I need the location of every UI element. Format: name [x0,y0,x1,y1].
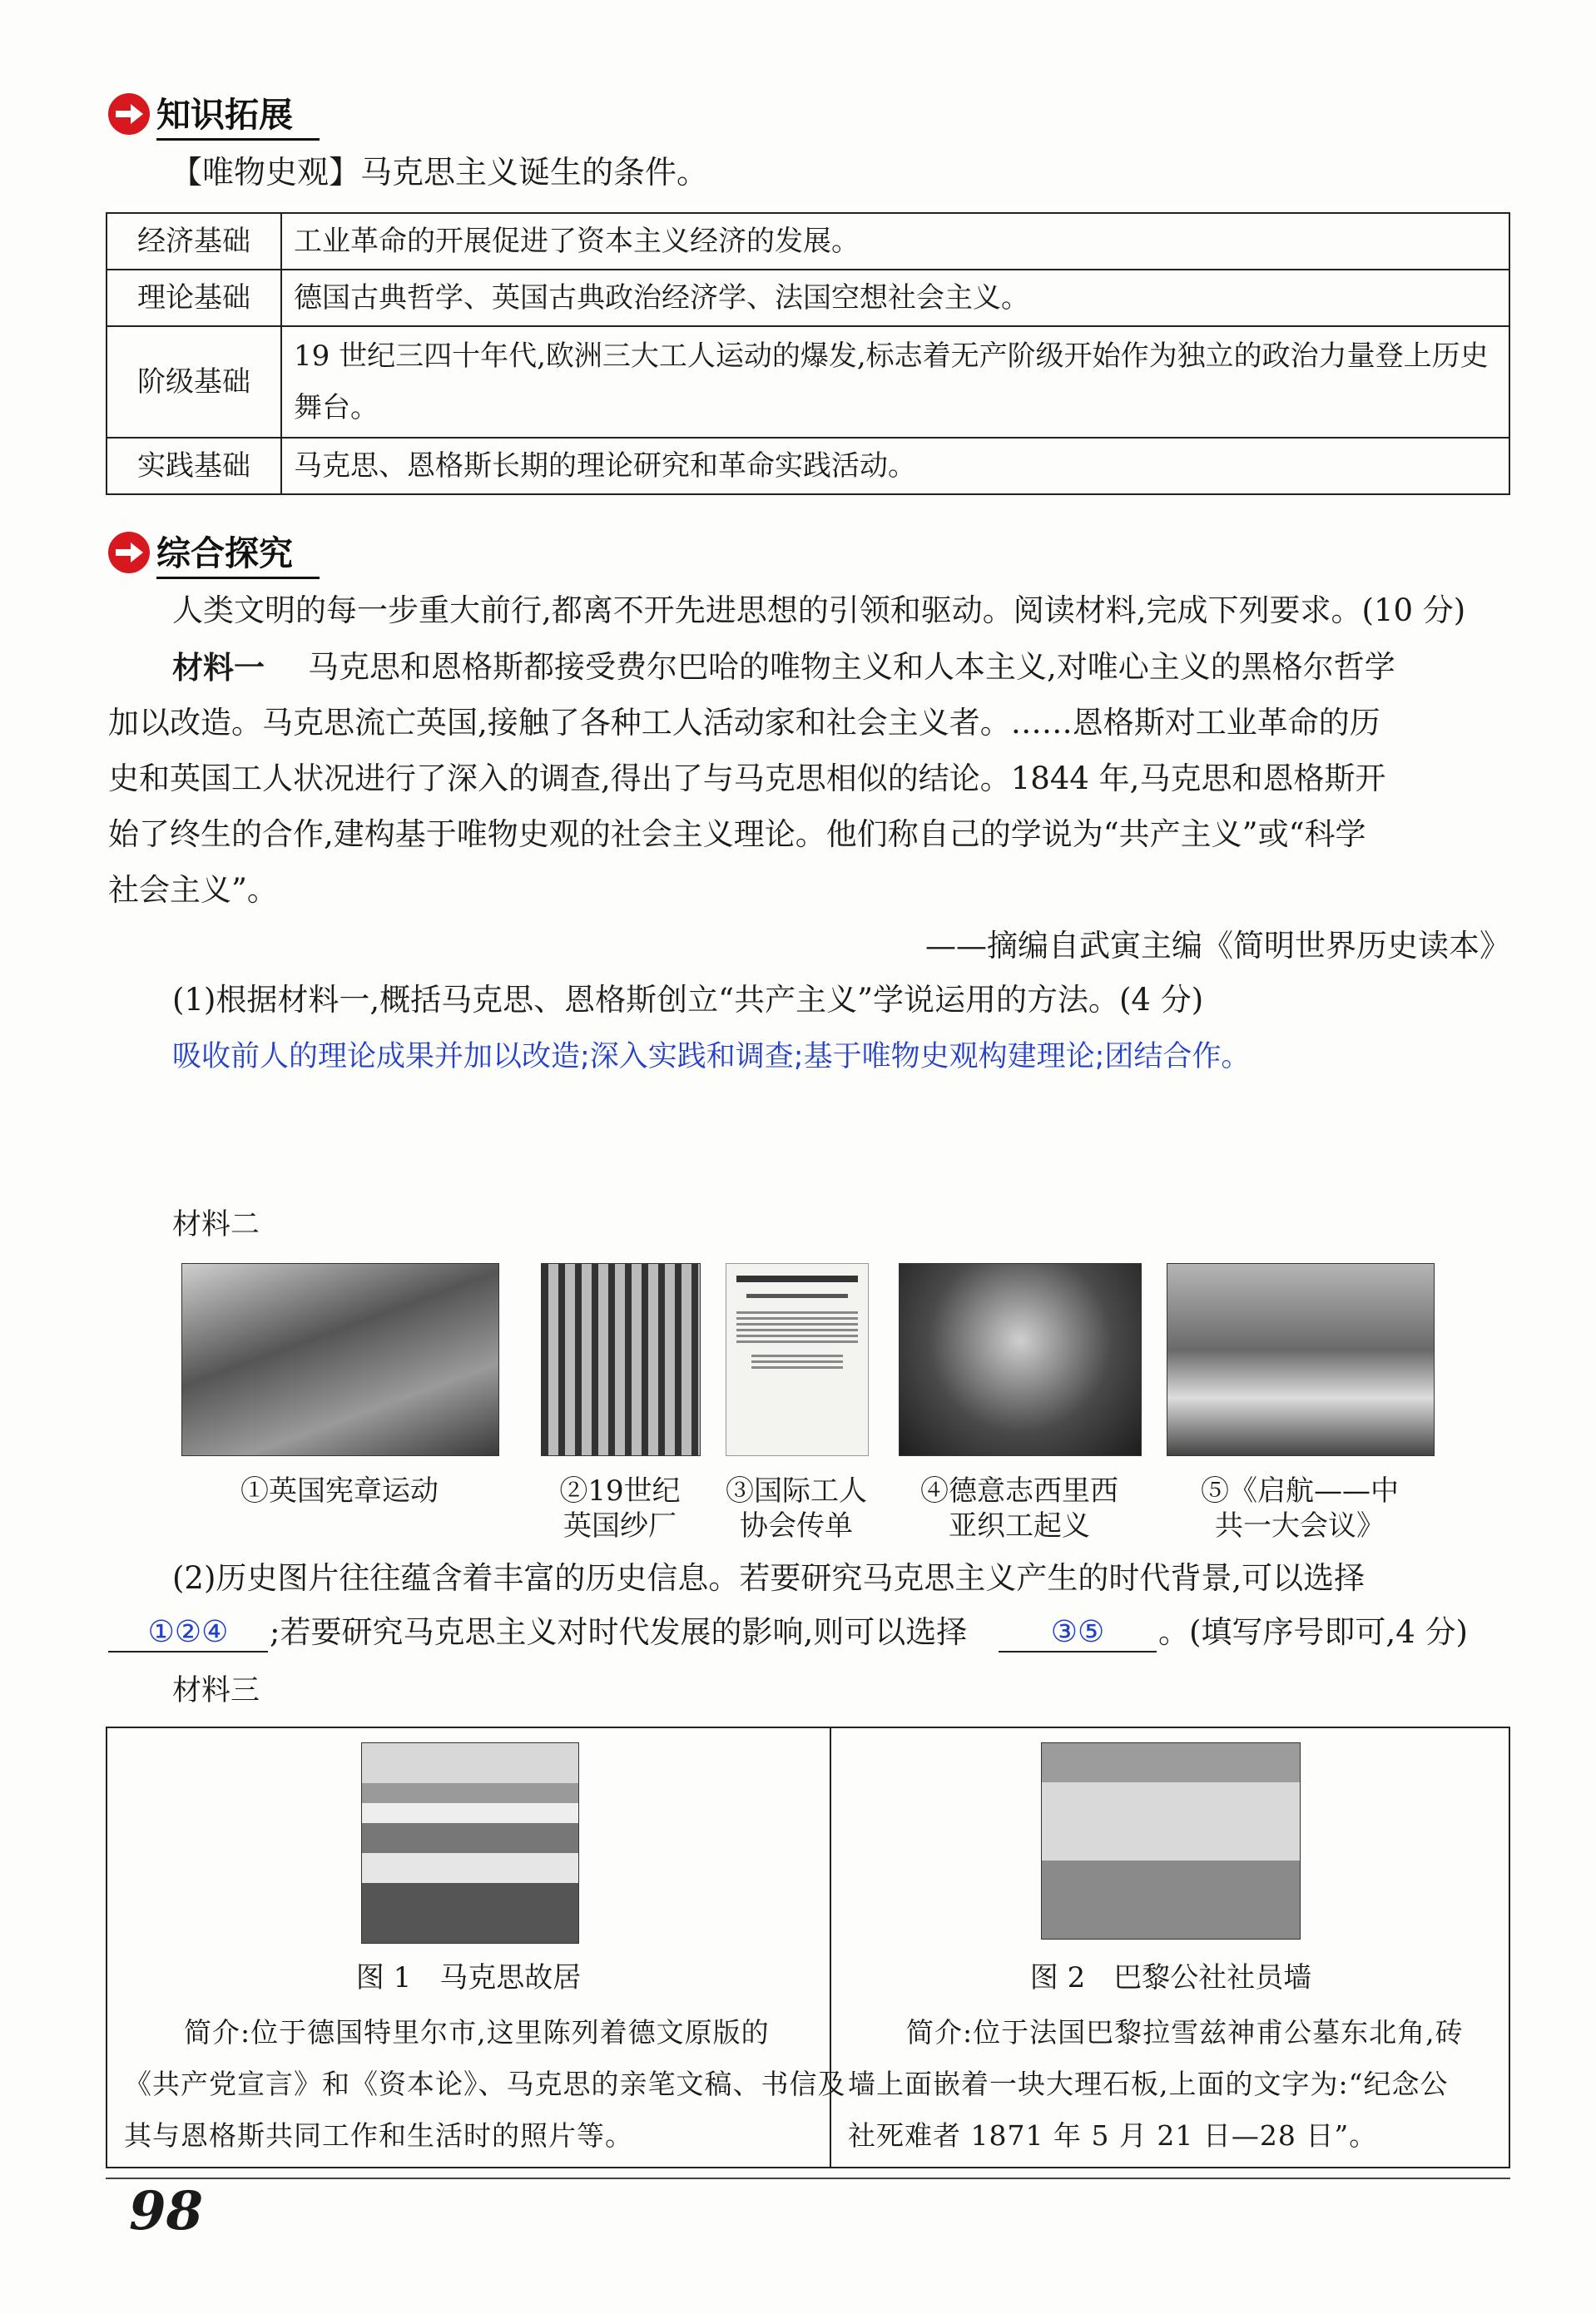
figure-2-desc-line: 简介:位于法国巴黎拉雪兹神甫公墓东北角,砖 [906,2016,1464,2049]
material-3-label: 材料三 [172,1674,260,1707]
footer-rule [106,2178,1510,2179]
row-key: 理论基础 [107,270,281,326]
knowledge-subtitle: 【唯物史观】马克思主义诞生的条件。 [171,154,709,191]
material-1-line: 始了终生的合作,建构基于唯物史观的社会主义理论。他们称自己的学说为“共产主义”或“科学 [108,816,1366,852]
answer-blank-2: ③⑤ [999,1614,1157,1653]
answer-blank-1: ①②④ [108,1614,268,1653]
figure-1-caption: 图 1 马克思故居 [355,1961,582,1994]
table-row [107,213,1509,270]
material-1-line: 马克思和恩格斯都接受费尔巴哈的唯物主义和人本主义,对唯心主义的黑格尔哲学 [308,649,1395,685]
qihang-painting-image [1167,1263,1435,1456]
image-caption-3: ③国际工人 [726,1474,867,1508]
row-value: 德国古典哲学、英国古典政治经济学、法国空想社会主义。 [281,270,1509,326]
row-key: 经济基础 [107,213,281,270]
image-caption-2b: 英国纱厂 [563,1509,677,1543]
inquiry-title: 综合探究 [156,526,320,579]
question-2-end: 。(填写序号即可,4 分) [1158,1614,1468,1650]
image-caption-4: ④德意志西里西 [920,1474,1118,1508]
image-caption-1: ①英国宪章运动 [240,1474,439,1508]
material-1-source: ——摘编自武寅主编《简明世界历史读本》 [925,928,1510,964]
row-key: 实践基础 [107,438,281,494]
marx-house-image [361,1742,579,1944]
material-1-line: 史和英国工人状况进行了深入的调查,得出了与马克思相似的结论。1844 年,马克思和恩格斯开 [108,761,1386,796]
communards-wall-image [1041,1742,1301,1940]
arrow-right-icon [108,532,150,573]
figure-1-desc-line: 其与恩格斯共同工作和生活时的照片等。 [124,2119,633,2152]
material-1-label: 材料一 [172,649,265,686]
table-row [107,270,1509,326]
image-caption-2: ②19世纪 [559,1474,681,1508]
material-1-line: 社会主义”。 [108,872,278,908]
figure-1-desc-line: 简介:位于德国特里尔市,这里陈列着德文原版的 [184,2016,770,2049]
knowledge-section-header [108,90,320,138]
chartist-movement-image [181,1263,499,1456]
image-caption-5b: 共一大会议》 [1215,1509,1385,1543]
question-2-mid: ;若要研究马克思主义对时代发展的影响,则可以选择 [270,1614,968,1650]
knowledge-title: 知识拓展 [156,87,320,141]
arrow-right-icon [108,93,150,135]
material-3-panel [106,1727,1510,2168]
answer-1: 吸收前人的理论成果并加以改造;深入实践和调查;基于唯物史观构建理论;团结合作。 [172,1040,1251,1073]
material-1-line: 加以改造。马克思流亡英国,接触了各种工人活动家和社会主义者。……恩格斯对工业革命的历 [108,705,1380,741]
figure-2-desc-line: 社死难者 1871 年 5 月 21 日—28 日”。 [848,2119,1378,2152]
figure-2-caption: 图 2 巴黎公社社员墙 [1029,1961,1312,1994]
leaflet-image [726,1263,869,1456]
image-caption-3b: 协会传单 [740,1509,853,1543]
question-1: (1)根据材料一,概括马克思、恩格斯创立“共产主义”学说运用的方法。(4 分) [172,982,1204,1018]
table-row [107,326,1509,438]
table-row [107,438,1509,494]
material-2-label: 材料二 [172,1208,260,1241]
silesian-weavers-image [899,1263,1142,1456]
figure-2-desc-line: 墙上面嵌着一块大理石板,上面的文字为:“纪念公 [848,2068,1449,2100]
inquiry-intro: 人类文明的每一步重大前行,都离不开先进思想的引领和驱动。阅读材料,完成下列要求。(10 分) [172,592,1466,628]
row-value: 马克思、恩格斯长期的理论研究和革命实践活动。 [281,438,1509,494]
figure-1-desc-line: 《共产党宣言》和《资本论》、马克思的亲笔文稿、书信及 [124,2068,846,2100]
row-key: 阶级基础 [107,326,281,438]
row-value: 工业革命的开展促进了资本主义经济的发展。 [281,213,1509,270]
inquiry-section-header [108,528,320,577]
question-2: (2)历史图片往往蕴含着丰富的历史信息。若要研究马克思主义产生的时代背景,可以选择 [172,1560,1366,1596]
knowledge-table [106,212,1510,495]
image-caption-5: ⑤《启航——中 [1201,1474,1399,1508]
page-number: 98 [129,2180,204,2242]
image-caption-4b: 亚织工起义 [949,1509,1090,1543]
row-value: 19 世纪三四十年代,欧洲三大工人运动的爆发,标志着无产阶级开始作为独立的政治力量登上历史舞台。 [281,326,1509,438]
cotton-mill-image [541,1263,701,1456]
